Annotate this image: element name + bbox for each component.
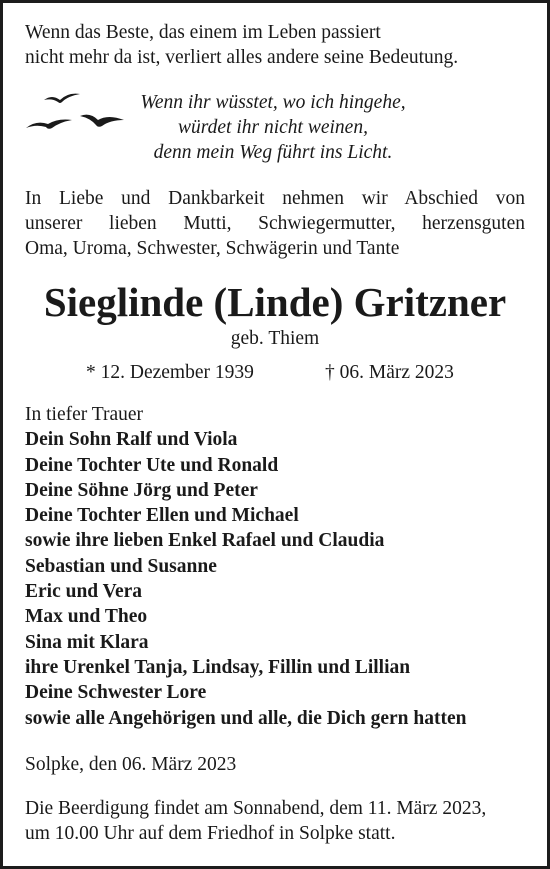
mourner-line: Max und Theo — [25, 606, 148, 628]
poem-line: würdet ihr nicht weinen, — [178, 117, 368, 138]
farewell-line: unserer lieben Mutti, Schwiegermutter, herzensguten — [25, 213, 525, 234]
mourner-line: ihre Urenkel Tanja, Lindsay, Fillin und Lillian — [25, 656, 411, 678]
mourner-line: Deine Tochter Ute und Ronald — [25, 454, 279, 476]
poem — [118, 90, 428, 165]
funeral-line: Die Beerdigung findet am Sonnabend, dem 11. März 2023, — [25, 798, 487, 819]
mourner-line: sowie alle Angehörigen und alle, die Dich gern hatten — [25, 707, 467, 729]
mourner-line: Deine Söhne Jörg und Peter — [25, 479, 258, 501]
maiden-name: geb. Thiem — [230, 328, 320, 349]
birth-date: * 12. Dezember 1939 — [86, 362, 254, 383]
mourner-line: Sina mit Klara — [25, 631, 149, 653]
intro-line: Wenn das Beste, das einem im Leben passiert — [25, 22, 381, 43]
mourner-line: Eric und Vera — [25, 581, 143, 603]
farewell-line: In Liebe und Dankbarkeit nehmen wir Abschied von — [25, 188, 525, 209]
place-date: Solpke, den 06. März 2023 — [25, 754, 237, 775]
intro-quote — [25, 20, 458, 70]
mourner-line: Deine Schwester Lore — [25, 682, 207, 704]
mourner-line: sowie ihre lieben Enkel Rafael und Claudia — [25, 530, 385, 552]
farewell-line: Oma, Uroma, Schwester, Schwägerin und Tante — [25, 238, 400, 259]
poem-line: Wenn ihr wüsstet, wo ich hingehe, — [140, 92, 406, 113]
intro-line: nicht mehr da ist, verliert alles andere seine Bedeutung. — [25, 47, 459, 68]
mourners-heading: In tiefer Trauer — [25, 404, 144, 425]
funeral-line: um 10.00 Uhr auf dem Friedhof in Solpke statt. — [25, 823, 396, 844]
deceased-name: Sieglinde (Linde) Gritzner — [43, 279, 507, 325]
mourner-line: Dein Sohn Ralf und Viola — [25, 429, 238, 451]
flying-birds-icon — [24, 90, 128, 136]
mourner-line: Deine Tochter Ellen und Michael — [25, 505, 299, 527]
funeral-notice — [25, 796, 486, 846]
death-date: † 06. März 2023 — [325, 362, 454, 383]
mourner-line: Sebastian und Susanne — [25, 555, 217, 577]
mourners-list — [25, 402, 466, 731]
poem-line: denn mein Weg führt ins Licht. — [153, 142, 393, 163]
farewell-text — [25, 186, 525, 261]
